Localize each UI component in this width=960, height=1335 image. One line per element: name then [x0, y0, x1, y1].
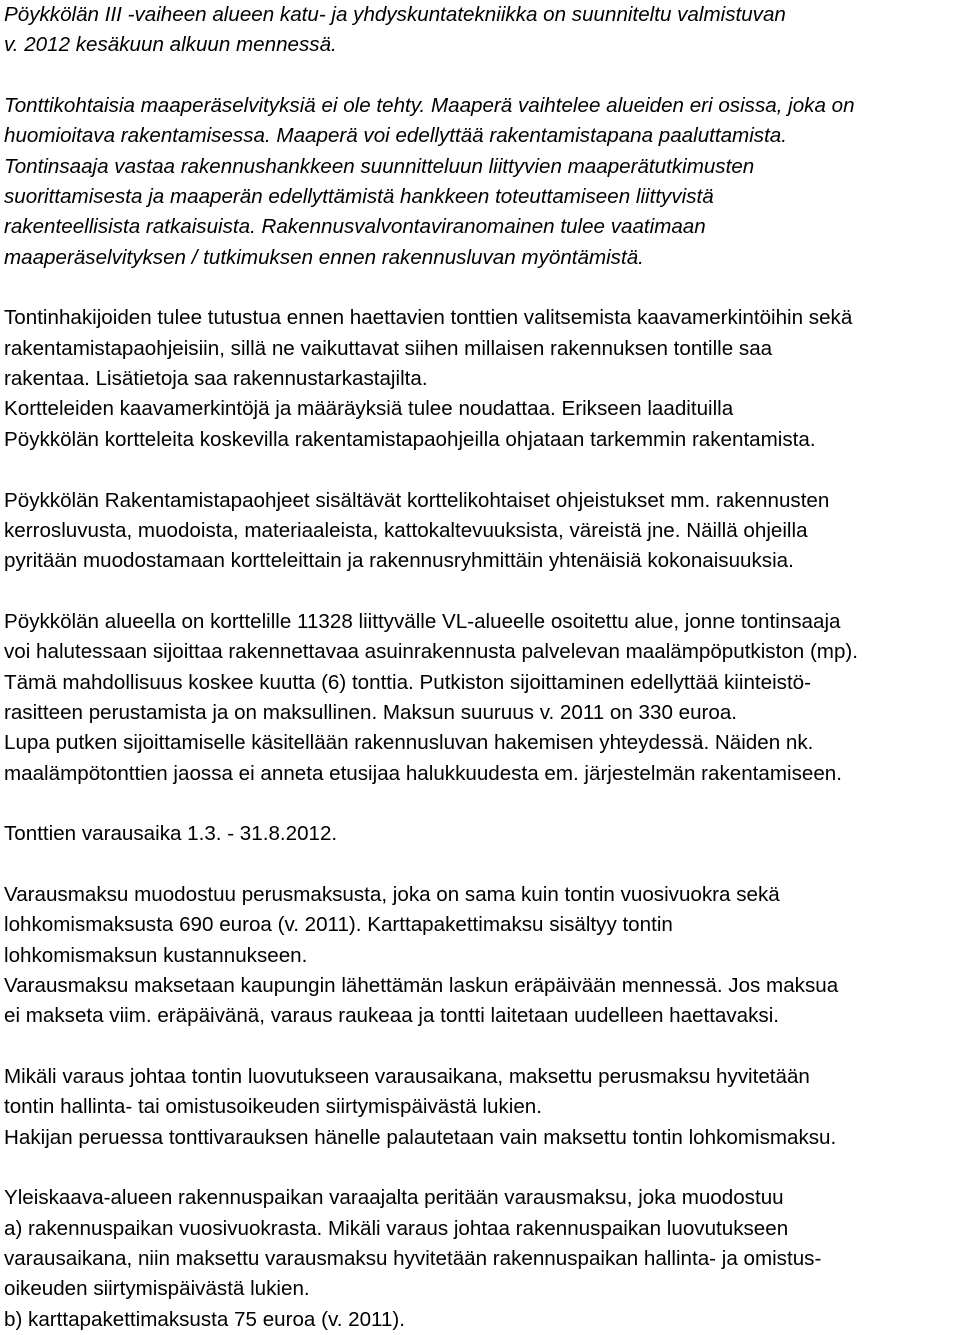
text-line: pyritään muodostamaan kortteleittain ja rakennusryhmittäin yhtenäisiä kokonaisuuksia. — [4, 549, 794, 573]
text-line: oikeuden siirtymispäivästä lukien. — [4, 1277, 310, 1301]
paragraph-spacer — [4, 273, 958, 303]
text-line: lohkomismaksun kustannukseen. — [4, 943, 308, 967]
paragraph — [4, 880, 958, 1032]
text-line: Yleiskaava-alueen rakennuspaikan varaajalta peritään varausmaksu, joka muodostuu — [4, 1186, 784, 1210]
paragraph — [4, 1183, 958, 1335]
text-line: varausaikana, niin maksettu varausmaksu hyvitetään rakennuspaikan hallinta- ja omistus- — [4, 1247, 822, 1271]
text-line: Pöykkölän Rakentamistapaohjeet sisältävät korttelikohtaiset ohjeistukset mm. rakennusten — [4, 488, 830, 512]
text-line: maaperäselvityksen / tutkimuksen ennen rakennusluvan myöntämistä. — [4, 245, 644, 269]
text-line: b) karttapakettimaksusta 75 euroa (v. 2011). — [4, 1307, 406, 1331]
text-line: Tonttien varausaika 1.3. - 31.8.2012. — [4, 822, 338, 846]
text-line: Hakijan peruessa tonttivarauksen hänelle palautetaan vain maksettu tontin lohkomismaksu. — [4, 1125, 837, 1149]
text-line: Lupa putken sijoittamiselle käsitellään rakennusluvan hakemisen yhteydessä. Näiden nk. — [4, 731, 814, 755]
paragraph — [4, 303, 958, 455]
text-line: lohkomismaksusta 690 euroa (v. 2011). Karttapakettimaksu sisältyy tontin — [4, 913, 673, 937]
paragraph — [4, 91, 958, 273]
text-line: Pöykkölän III -vaiheen alueen katu- ja yhdyskuntatekniikka on suunniteltu valmistuvan — [4, 3, 786, 26]
text-line: Tämä mahdollisuus koskee kuutta (6) tonttia. Putkiston sijoittaminen edellyttää kiinteistö- — [4, 670, 811, 694]
paragraph — [4, 1062, 958, 1153]
text-line: ei makseta viim. eräpäivänä, varaus raukeaa ja tontti laitetaan uudelleen haettavaksi. — [4, 1004, 780, 1028]
text-line: Tontinsaaja vastaa rakennushankkeen suunnitteluun liittyvien maaperätutkimusten — [4, 154, 755, 178]
paragraph — [4, 486, 958, 577]
text-line: v. 2012 kesäkuun alkuun mennessä. — [4, 33, 337, 57]
text-line: maalämpötonttien jaossa ei anneta etusijaa halukkuudesta em. järjestelmän rakentamiseen. — [4, 761, 842, 785]
text-line: Kortteleiden kaavamerkintöjä ja määräyksiä tulee noudattaa. Erikseen laadituilla — [4, 397, 734, 421]
text-line: Pöykkölän alueella on korttelille 11328 liittyvälle VL-alueelle osoitettu alue, jonne tontinsaaja — [4, 609, 841, 633]
paragraph — [4, 0, 958, 61]
text-line: rakenteellisista ratkaisuista. Rakennusvalvontaviranomainen tulee vaatimaan — [4, 215, 706, 239]
text-line: tontin hallinta- tai omistusoikeuden siirtymispäivästä lukien. — [4, 1095, 542, 1119]
text-line: suorittamisesta ja maaperän edellyttämistä hankkeen toteuttamiseen liittyvistä — [4, 185, 714, 209]
paragraph — [4, 819, 958, 849]
paragraph — [4, 607, 958, 789]
paragraph-spacer — [4, 1032, 958, 1062]
text-line: Varausmaksu muodostuu perusmaksusta, joka on sama kuin tontin vuosivuokra sekä — [4, 882, 780, 906]
paragraph-spacer — [4, 789, 958, 819]
text-line: kerrosluvusta, muodoista, materiaaleista, kattokaltevuuksista, väreistä jne. Näillä ohjeilla — [4, 518, 808, 542]
text-line: Mikäli varaus johtaa tontin luovutukseen varausaikana, maksettu perusmaksu hyvitetään — [4, 1065, 810, 1089]
text-line: rasitteen perustamista ja on maksullinen. Maksun suuruus v. 2011 on 330 euroa. — [4, 700, 738, 724]
paragraph-spacer — [4, 455, 958, 485]
text-line: Tontinhakijoiden tulee tutustua ennen haettavien tonttien valitsemista kaavamerkintöihin sekä — [4, 306, 853, 330]
text-line: Tonttikohtaisia maaperäselvityksiä ei ole tehty. Maaperä vaihtelee alueiden eri osissa, joka on — [4, 94, 855, 118]
paragraph-spacer — [4, 850, 958, 880]
text-line: rakentaa. Lisätietoja saa rakennustarkastajilta. — [4, 367, 428, 391]
text-line: Varausmaksu maksetaan kaupungin lähettämän laskun eräpäivään mennessä. Jos maksua — [4, 974, 839, 997]
paragraph-spacer — [4, 577, 958, 607]
paragraph-spacer — [4, 61, 958, 91]
text-line: Pöykkölän kortteleita koskevilla rakentamistapaohjeilla ohjataan tarkemmin rakentamista. — [4, 427, 816, 451]
paragraph-spacer — [4, 1153, 958, 1183]
text-line: a) rakennuspaikan vuosivuokrasta. Mikäli varaus johtaa rakennuspaikan luovutukseen — [4, 1216, 789, 1240]
text-line: huomioitava rakentamisessa. Maaperä voi edellyttää rakentamistapana paaluttamista. — [4, 124, 787, 148]
document-page — [4, 0, 958, 1335]
text-line: rakentamistapaohjeisiin, sillä ne vaikuttavat siihen millaisen rakennuksen tontille saa — [4, 336, 773, 360]
text-line: voi halutessaan sijoittaa rakennettavaa asuinrakennusta palvelevan maalämpöputkiston (mp). — [4, 640, 858, 664]
